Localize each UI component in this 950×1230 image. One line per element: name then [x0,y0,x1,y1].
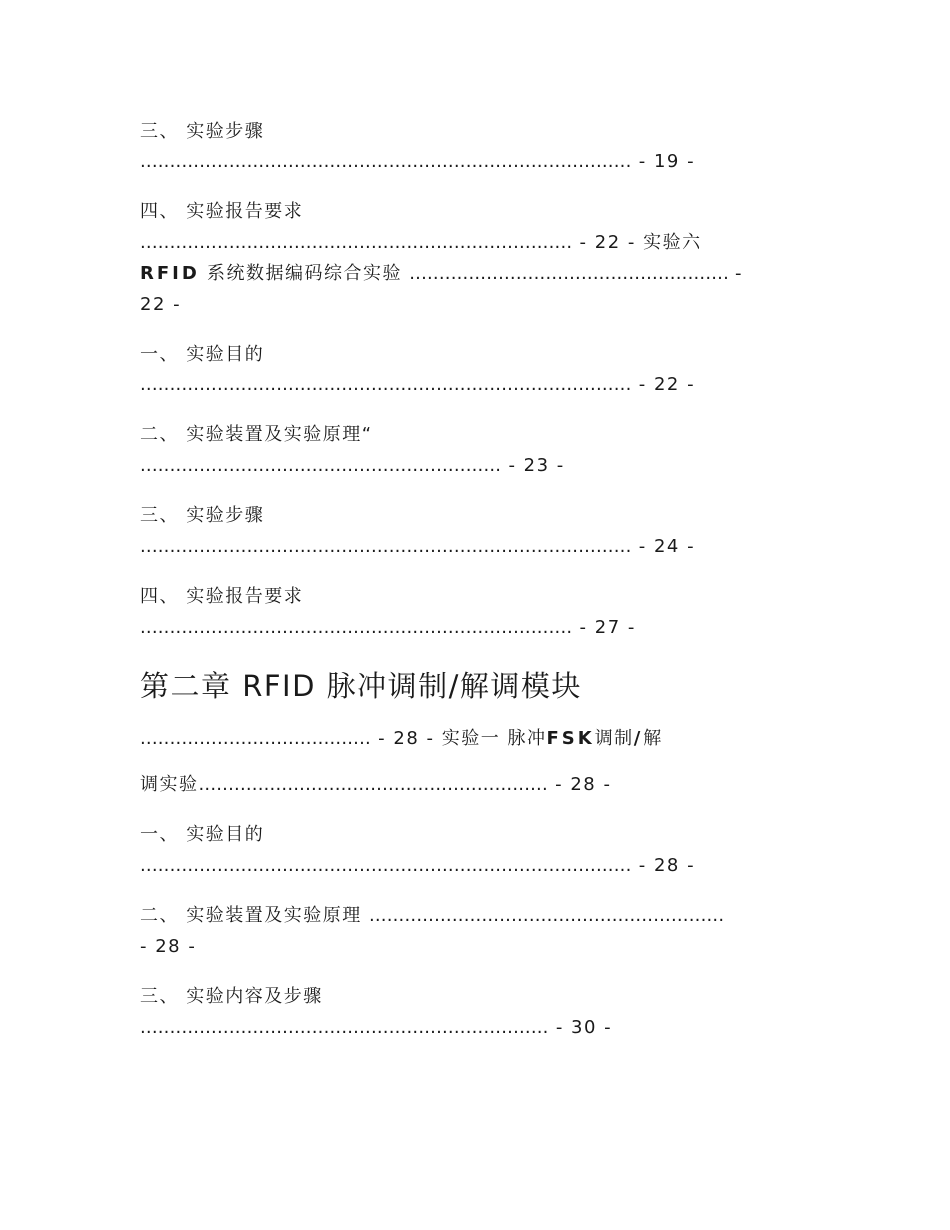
rfid-label: RFID [140,263,200,284]
dot-leader: ................................................................................... [140,536,632,557]
dot-leader: ................................................................................... [140,855,632,876]
dot-leader: ......................................................................... [140,617,573,638]
toc-entry-steps-5: 三、 实验步骤 [140,121,265,142]
slash: / [633,728,644,749]
dot-leader: ....................................... [140,728,371,749]
toc-entry-report-6: 四、 实验报告要求 [140,586,304,607]
page-number-and-next-entry: - 22 - 实验六 [572,232,702,253]
toc-entry-purpose-1: 一、 实验目的 [140,824,265,845]
page-number: - 28 - [547,774,612,795]
dot-leader: ......................................................................... [140,232,573,253]
toc-entry-purpose-6: 一、 实验目的 [140,344,265,365]
toc-entry-apparatus-6: 二、 实验装置及实验原理“ [140,424,373,445]
toc-entry-apparatus-1 [140,904,724,928]
toc-leader-line [140,616,636,640]
toc-leader-line [140,454,565,478]
dot-leader: ................................................................................... [140,151,632,172]
toc-entry-experiment-6 [140,262,742,286]
page-number: - 28 - [140,936,197,957]
toc-entry-steps-6: 三、 实验步骤 [140,505,265,526]
toc-leader-line [140,854,695,878]
dot-leader: ........................................................... [198,774,548,795]
dot-leader: ...................................................... - [409,263,742,284]
page-number: - 27 - [572,617,636,638]
page-number: - 19 - [631,151,696,172]
dot-leader: ............................................................. [140,455,502,476]
page-number: 22 - [140,294,182,315]
page-number: - 23 - [501,455,565,476]
page-number: - 22 - [631,374,696,395]
dot-leader: ................................................................................... [140,374,632,395]
entry-title: 系统数据编码综合实验 [199,263,410,284]
page-number-and-next-entry: - 28 - 实验一 脉冲 [370,728,547,749]
page-number: - 30 - [548,1017,613,1038]
entry-title: 调制 [594,728,634,749]
toc-leader-line [140,535,695,559]
toc-leader-line [140,231,702,255]
entry-title: 解 [643,728,663,749]
fsk-label: FSK [546,728,595,749]
dot-leader: ............................................................ [368,905,725,926]
entry-title: 调实验 [140,774,199,795]
toc-entry-report-5: 四、 实验报告要求 [140,201,304,222]
toc-leader-line [140,1016,612,1040]
page-number: - 24 - [631,536,696,557]
page-number: - 28 - [631,855,696,876]
toc-leader-line [140,773,611,797]
dot-leader: ..................................................................... [140,1017,549,1038]
toc-leader-line [140,373,695,397]
toc-leader-line [140,150,695,174]
toc-entry-content-steps-1: 三、 实验内容及步骤 [140,986,323,1007]
chapter-title: 第二章 RFID 脉冲调制/解调模块 [140,669,582,703]
entry-title: 二、 实验装置及实验原理 [140,905,369,926]
toc-leader-line [140,727,663,751]
